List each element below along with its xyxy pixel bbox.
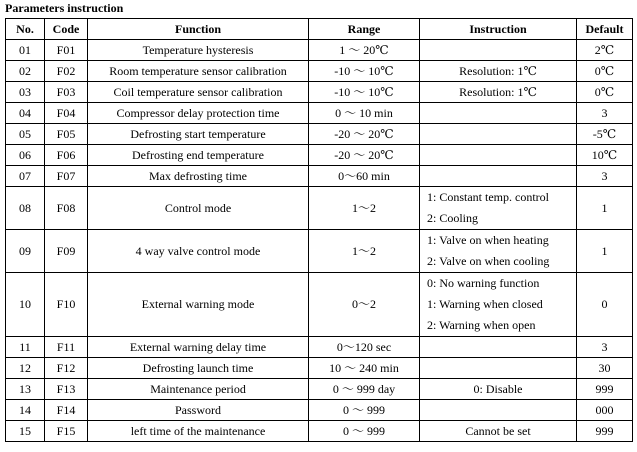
- table-row: [6, 358, 633, 379]
- cell-code: F09: [45, 230, 88, 273]
- cell-function: Control mode: [88, 187, 309, 230]
- table-row: [6, 40, 633, 61]
- instruction-line: 2: Valve on when cooling: [427, 254, 550, 268]
- cell-no: 11: [6, 337, 45, 358]
- cell-code: F03: [45, 82, 88, 103]
- cell-function: Room temperature sensor calibration: [88, 61, 309, 82]
- instruction-line: 1: Constant temp. control: [427, 190, 549, 204]
- table-row: [6, 82, 633, 103]
- cell-instruction: 0: Disable: [420, 379, 577, 400]
- cell-instruction: Resolution: 1℃: [420, 61, 577, 82]
- cell-instruction: [420, 358, 577, 379]
- cell-range: 1 ～ 20℃: [309, 40, 420, 61]
- table-row: [6, 145, 633, 166]
- cell-instruction: Cannot be set: [420, 421, 577, 442]
- table-row: [6, 273, 633, 337]
- table-row: [6, 124, 633, 145]
- cell-no: 03: [6, 82, 45, 103]
- cell-function: Defrosting launch time: [88, 358, 309, 379]
- instruction-line: 0: No warning function: [427, 276, 540, 290]
- cell-no: 15: [6, 421, 45, 442]
- header-no: No.: [6, 19, 45, 40]
- cell-function: Defrosting end temperature: [88, 145, 309, 166]
- cell-function: Maintenance period: [88, 379, 309, 400]
- instruction-line: 2: Warning when open: [427, 318, 536, 332]
- cell-range: 0～60 min: [309, 166, 420, 187]
- table-row: [6, 421, 633, 442]
- cell-code: F08: [45, 187, 88, 230]
- cell-range: -20 ～ 20℃: [309, 145, 420, 166]
- cell-code: F07: [45, 166, 88, 187]
- cell-range: -10 ～ 10℃: [309, 61, 420, 82]
- cell-range: 0～2: [309, 273, 420, 337]
- cell-instruction: [420, 40, 577, 61]
- cell-default: 3: [577, 337, 633, 358]
- cell-instruction: [420, 187, 577, 230]
- header-default: Default: [577, 19, 633, 40]
- document-title: Parameters instruction: [5, 1, 124, 15]
- cell-no: 13: [6, 379, 45, 400]
- cell-default: -5℃: [577, 124, 633, 145]
- cell-instruction: Resolution: 1℃: [420, 82, 577, 103]
- cell-default: 0℃: [577, 82, 633, 103]
- cell-code: F01: [45, 40, 88, 61]
- cell-instruction: [420, 400, 577, 421]
- cell-function: Coil temperature sensor calibration: [88, 82, 309, 103]
- cell-no: 02: [6, 61, 45, 82]
- cell-function: External warning delay time: [88, 337, 309, 358]
- header-function: Function: [88, 19, 309, 40]
- cell-range: 0 ～ 999 day: [309, 379, 420, 400]
- cell-default: 3: [577, 166, 633, 187]
- cell-range: -20 ～ 20℃: [309, 124, 420, 145]
- cell-default: 30: [577, 358, 633, 379]
- cell-code: F02: [45, 61, 88, 82]
- header-range: Range: [309, 19, 420, 40]
- cell-range: 0～120 sec: [309, 337, 420, 358]
- cell-default: 1: [577, 230, 633, 273]
- instruction-line: 2: Cooling: [427, 211, 479, 225]
- cell-range: 0 ～ 999: [309, 400, 420, 421]
- cell-default: 3: [577, 103, 633, 124]
- cell-range: 1～2: [309, 187, 420, 230]
- cell-function: External warning mode: [88, 273, 309, 337]
- header-instruction: Instruction: [420, 19, 577, 40]
- cell-code: F05: [45, 124, 88, 145]
- cell-no: 10: [6, 273, 45, 337]
- instruction-line: 1: Valve on when heating: [427, 233, 549, 247]
- cell-default: 2℃: [577, 40, 633, 61]
- table-row: [6, 61, 633, 82]
- cell-function: 4 way valve control mode: [88, 230, 309, 273]
- cell-default: 999: [577, 379, 633, 400]
- cell-default: 1: [577, 187, 633, 230]
- cell-function: Temperature hysteresis: [88, 40, 309, 61]
- cell-function: Compressor delay protection time: [88, 103, 309, 124]
- cell-function: Max defrosting time: [88, 166, 309, 187]
- cell-range: 0 ～ 10 min: [309, 103, 420, 124]
- table-row: [6, 166, 633, 187]
- table-row: [6, 379, 633, 400]
- cell-function: left time of the maintenance: [88, 421, 309, 442]
- cell-no: 14: [6, 400, 45, 421]
- cell-no: 08: [6, 187, 45, 230]
- cell-instruction: [420, 273, 577, 337]
- table-row: [6, 400, 633, 421]
- cell-code: F15: [45, 421, 88, 442]
- cell-code: F12: [45, 358, 88, 379]
- cell-default: 0: [577, 273, 633, 337]
- cell-range: 0 ～ 999: [309, 421, 420, 442]
- cell-default: 999: [577, 421, 633, 442]
- cell-instruction: [420, 145, 577, 166]
- cell-range: 1～2: [309, 230, 420, 273]
- parameters-table: [5, 18, 633, 442]
- table-row: [6, 230, 633, 273]
- cell-default: 000: [577, 400, 633, 421]
- cell-default: 10℃: [577, 145, 633, 166]
- cell-default: 0℃: [577, 61, 633, 82]
- cell-no: 07: [6, 166, 45, 187]
- cell-code: F11: [45, 337, 88, 358]
- cell-instruction: [420, 124, 577, 145]
- table-header-row: [6, 19, 633, 40]
- cell-range: -10 ～ 10℃: [309, 82, 420, 103]
- cell-code: F14: [45, 400, 88, 421]
- cell-code: F04: [45, 103, 88, 124]
- cell-no: 12: [6, 358, 45, 379]
- cell-function: Password: [88, 400, 309, 421]
- instruction-line: 1: Warning when closed: [427, 297, 543, 311]
- table-row: [6, 187, 633, 230]
- table-row: [6, 103, 633, 124]
- cell-no: 05: [6, 124, 45, 145]
- cell-code: F06: [45, 145, 88, 166]
- cell-instruction: [420, 230, 577, 273]
- cell-no: 06: [6, 145, 45, 166]
- cell-instruction: [420, 337, 577, 358]
- cell-instruction: [420, 166, 577, 187]
- cell-code: F13: [45, 379, 88, 400]
- cell-no: 09: [6, 230, 45, 273]
- header-code: Code: [45, 19, 88, 40]
- cell-no: 01: [6, 40, 45, 61]
- cell-range: 10 ～ 240 min: [309, 358, 420, 379]
- cell-instruction: [420, 103, 577, 124]
- table-row: [6, 337, 633, 358]
- cell-code: F10: [45, 273, 88, 337]
- cell-function: Defrosting start temperature: [88, 124, 309, 145]
- cell-no: 04: [6, 103, 45, 124]
